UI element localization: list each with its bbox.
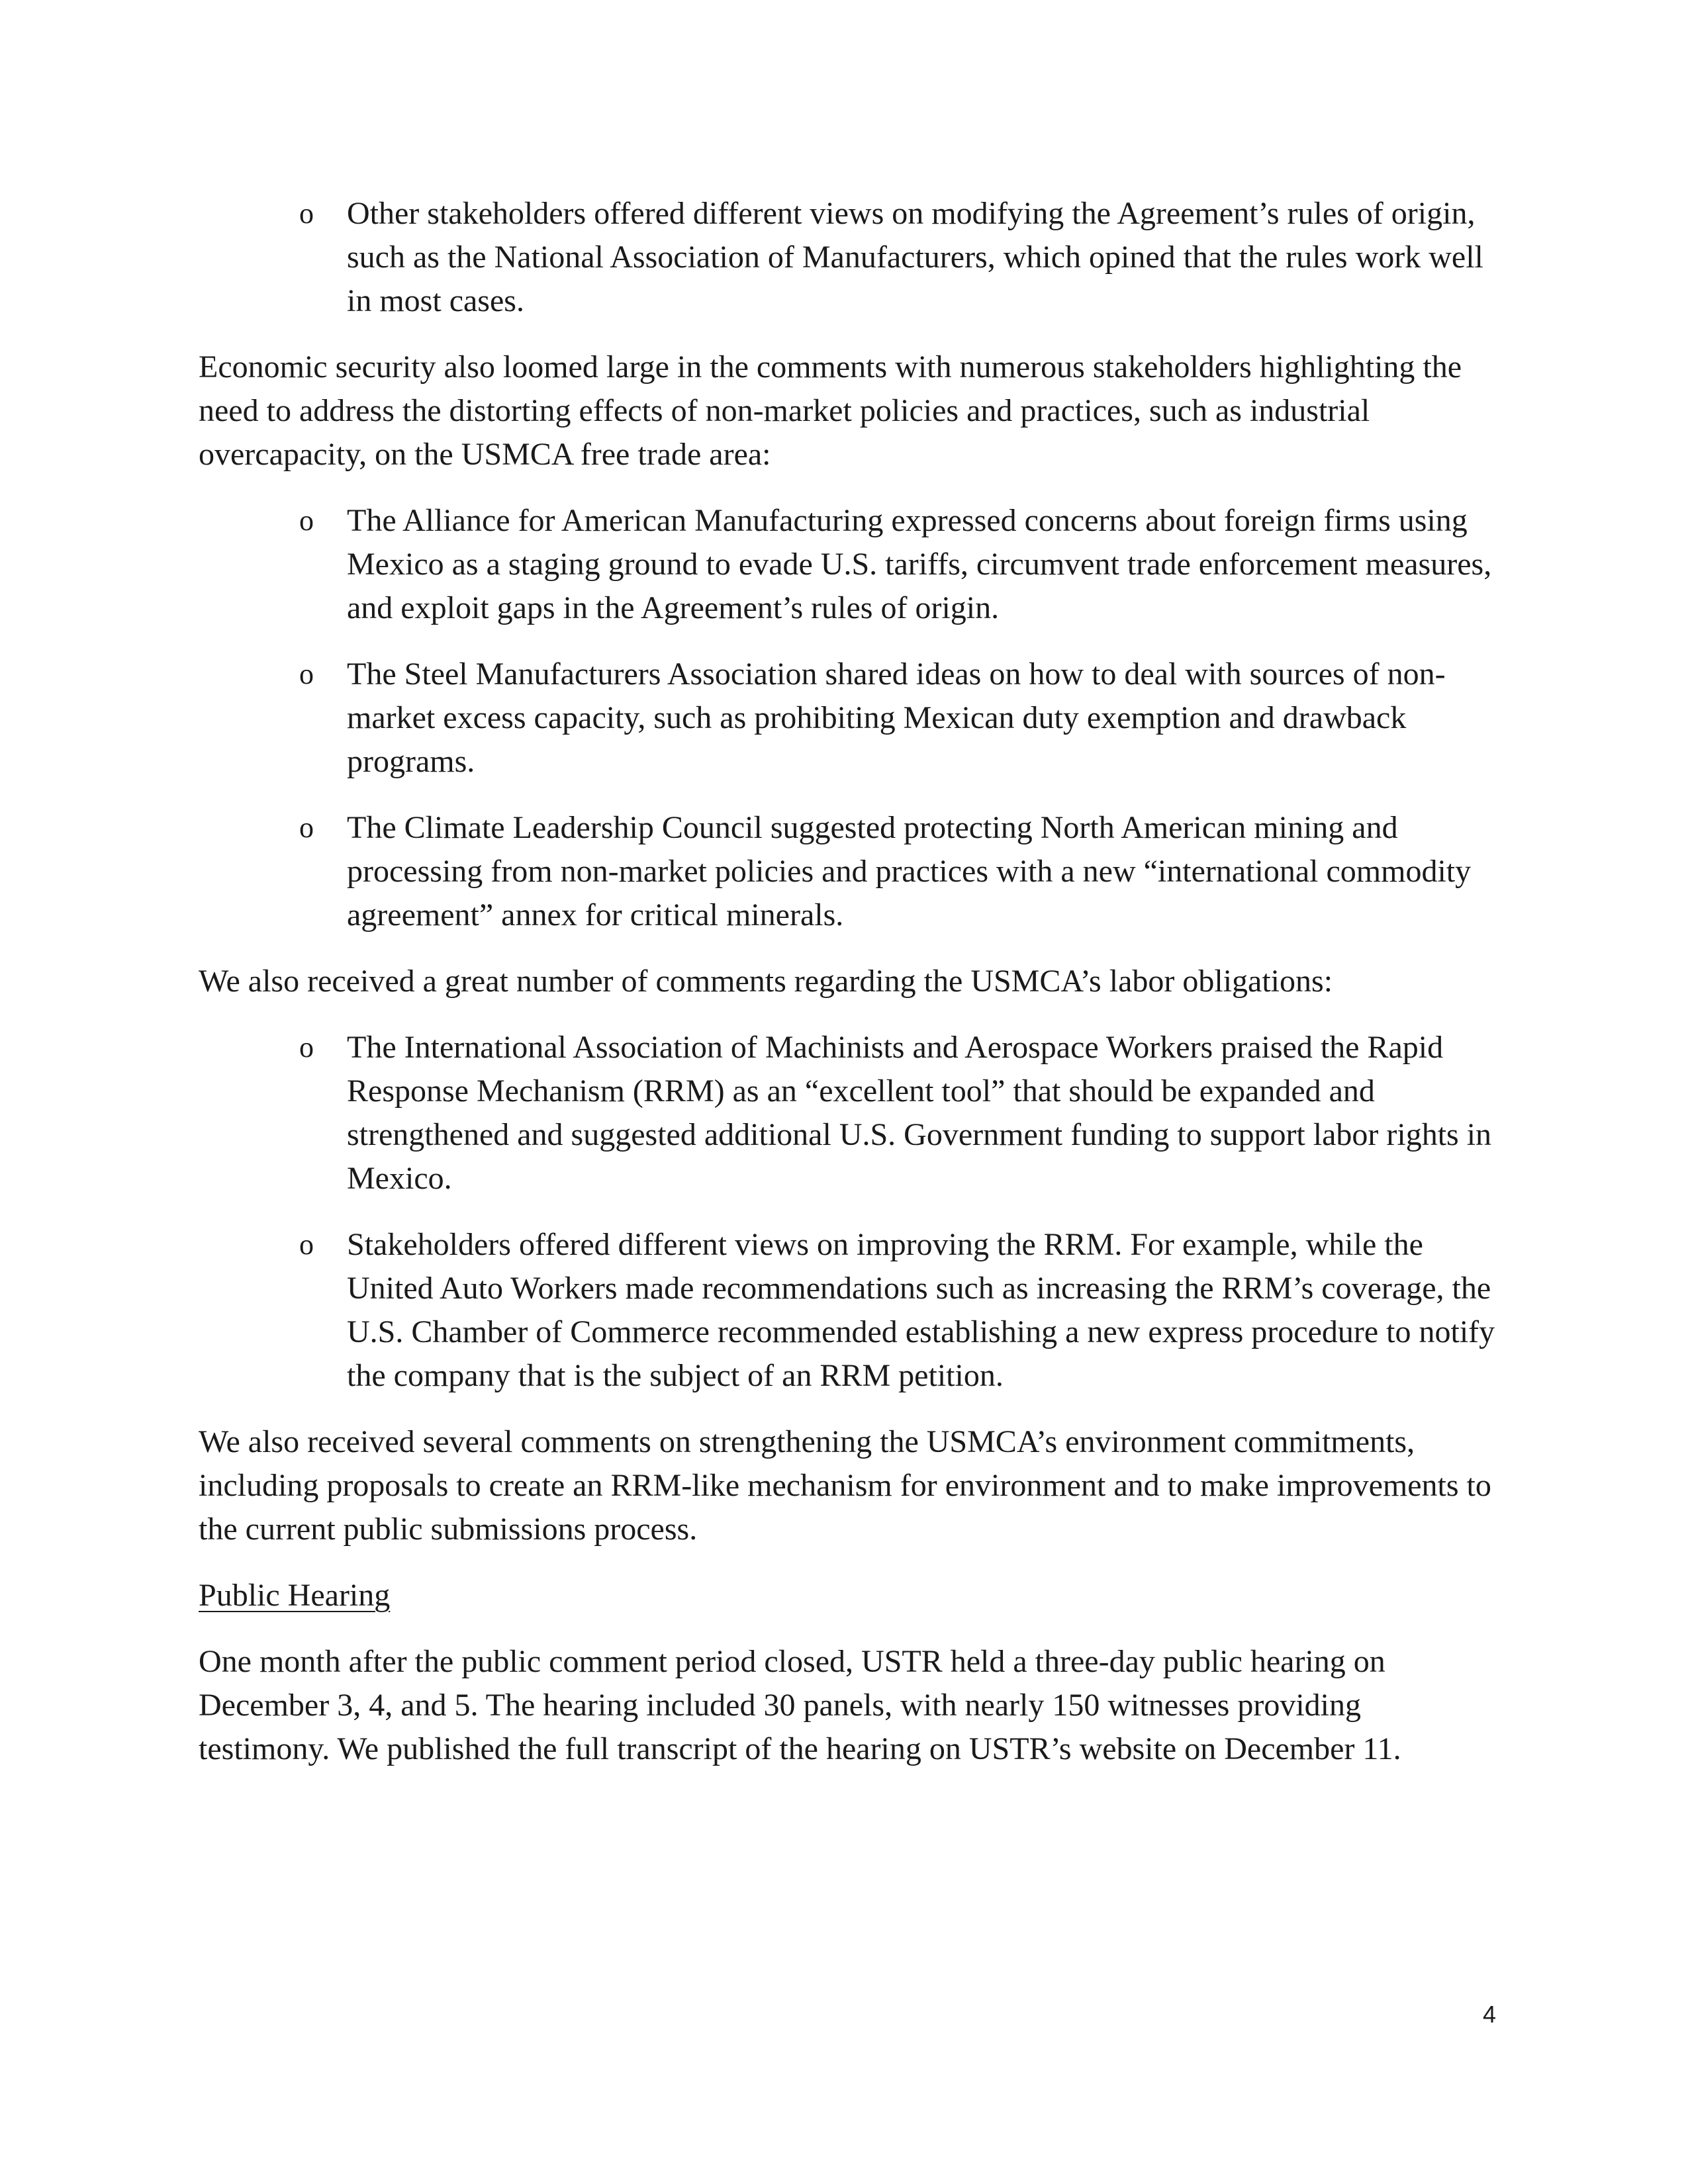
bullet-text: The Climate Leadership Council suggested protecting North American mining and processing from non-market policies and practices with a new “international commodity agreement” annex for critical minerals. (347, 810, 1472, 933)
bullet-marker: o (299, 1031, 314, 1064)
paragraph-labor-obligations: We also received a great number of comments regarding the USMCA’s labor obligations: (199, 964, 1333, 999)
bullet-text: Other stakeholders offered different views on modifying the Agreement’s rules of origin, such as the National Association of Manufacturers, which opined that the rules work well in most cases. (347, 196, 1483, 318)
bullet-marker: o (299, 197, 314, 230)
section-heading-public-hearing: Public Hearing (199, 1578, 391, 1613)
paragraph-public-hearing: One month after the public comment period closed, USTR held a three-day public hearing on December 3, 4, and 5. The hearing included 30 panels, with nearly 150 witnesses providing testimony. We published the full transcript of the hearing on USTR’s website on December 11. (199, 1644, 1401, 1766)
bullet-marker: o (299, 811, 314, 844)
bullet-marker: o (299, 504, 314, 537)
bullet-climate-leadership-council (299, 806, 1496, 937)
bullet-rrm-views (299, 1223, 1496, 1398)
paragraph-environment-commitments: We also received several comments on strengthening the USMCA’s environment commitments, including proposals to create an RRM-like mechanism for environment and to make improvements to the current public submissions process. (199, 1424, 1491, 1547)
bullet-marker: o (299, 1228, 314, 1261)
bullet-text: Stakeholders offered different views on improving the RRM. For example, while the United Auto Workers made recommendations such as increasing the RRM’s coverage, the U.S. Chamber of Commerce recommended establishing a new express procedure to notify the company that is the subject of an RRM petition. (347, 1227, 1495, 1393)
bullet-text: The Steel Manufacturers Association shared ideas on how to deal with sources of non-market excess capacity, such as prohibiting Mexican duty exemption and drawback programs. (347, 657, 1446, 779)
bullet-text: The International Association of Machinists and Aerospace Workers praised the Rapid Response Mechanism (RRM) as an “excellent tool” that should be expanded and strengthened and suggested additional U.S. Government funding to support labor rights in Mexico. (347, 1030, 1492, 1196)
bullet-rules-of-origin-views (299, 192, 1496, 323)
bullet-machinists-aerospace-workers (299, 1026, 1496, 1201)
page-number: 4 (1482, 2001, 1496, 2028)
bullet-alliance-american-manufacturing (299, 499, 1496, 630)
paragraph-economic-security: Economic security also loomed large in the comments with numerous stakeholders highlighting the need to address the distorting effects of non-market policies and practices, such as industrial overcapacity, on the USMCA free trade area: (199, 349, 1462, 472)
bullet-steel-manufacturers (299, 653, 1496, 784)
bullet-marker: o (299, 658, 314, 690)
bullet-text: The Alliance for American Manufacturing expressed concerns about foreign firms using Mexico as a staging ground to evade U.S. tariffs, circumvent trade enforcement measures, and exploit gaps in the Agreement’s rules of origin. (347, 503, 1492, 625)
document-body (199, 192, 1496, 1794)
